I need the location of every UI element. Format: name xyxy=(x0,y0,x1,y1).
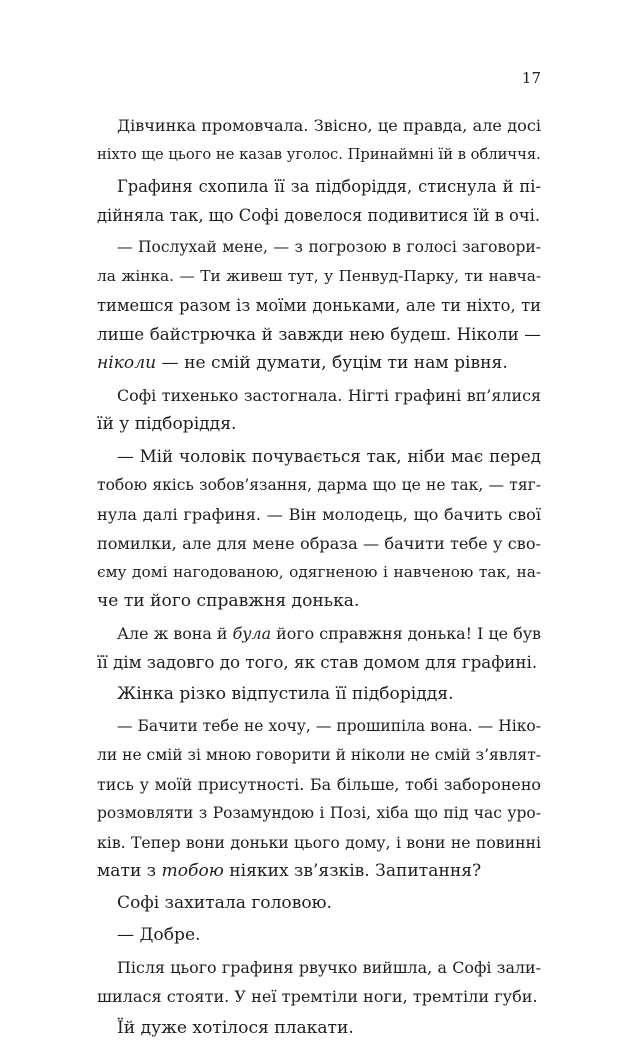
text-line xyxy=(97,172,541,201)
text-line xyxy=(97,111,541,140)
text-line xyxy=(97,140,541,169)
text-segment: єму домі нагодованою, одягненою і навченою так, на- xyxy=(97,563,541,581)
text-segment: її дім задовго до того, як став домом для графині. xyxy=(97,652,538,672)
italic-emphasis: була xyxy=(232,624,272,643)
text-segment: Графиня схопила її за підборіддя, стиснула й пі- xyxy=(117,177,541,196)
text-line xyxy=(97,619,541,648)
text-line xyxy=(97,320,541,349)
text-segment: ли не смій зі мною говорити й ніколи не смій з’являт- xyxy=(97,746,541,764)
page-number: 17 xyxy=(521,69,541,87)
text-line xyxy=(97,921,541,950)
text-segment: лише байстрючка й завжди нею будеш. Ніколи — xyxy=(97,324,541,344)
text-line xyxy=(97,857,541,886)
text-segment: ків. Тепер вони доньки цього дому, і вони не повинні xyxy=(97,833,541,852)
text-line xyxy=(97,442,541,471)
text-segment: ніяких зв’язків. Запитання? xyxy=(223,861,482,881)
text-line xyxy=(97,680,541,709)
text-line xyxy=(97,712,541,741)
text-line xyxy=(97,770,541,799)
text-segment: їй у підборіддя. xyxy=(97,414,237,434)
text-line xyxy=(97,471,541,500)
text-segment: Софі тихенько застогнала. Нігті графині вп’ялися xyxy=(117,386,541,405)
text-line xyxy=(97,558,541,587)
text-line xyxy=(97,587,541,616)
text-line xyxy=(97,799,541,828)
text-segment: че ти його справжня донька. xyxy=(97,591,360,611)
text-segment: Дівчинка промовчала. Звісно, це правда, але досі xyxy=(117,116,541,135)
text-segment: ла жінка. — Ти живеш тут, у Пенвуд-Парку, ти навча- xyxy=(97,267,541,285)
text-segment: Після цього графиня рвучко вийшла, а Софі зали- xyxy=(117,958,541,977)
text-line xyxy=(97,262,541,291)
text-line xyxy=(97,291,541,320)
text-line xyxy=(97,500,541,529)
text-segment: Жінка різко відпустила її підборіддя. xyxy=(117,684,454,704)
text-segment: Їй дуже хотілося плакати. xyxy=(117,1018,354,1038)
text-line xyxy=(97,982,541,1011)
text-line xyxy=(97,233,541,262)
text-line xyxy=(97,828,541,857)
text-line xyxy=(97,1014,541,1043)
text-line xyxy=(97,648,541,677)
text-segment: — не смій думати, буцім ти нам рівня. xyxy=(156,353,508,373)
italic-emphasis: ніколи xyxy=(97,353,157,373)
text-segment: помилки, але для мене образа — бачити тебе у сво- xyxy=(97,534,541,553)
text-segment: ніхто ще цього не казав уголос. Принаймні їй в обличчя. xyxy=(97,146,541,163)
text-segment: мати з xyxy=(97,861,162,881)
text-segment: дійняла так, що Софі довелося подивитися їй в очі. xyxy=(97,206,541,225)
text-line xyxy=(97,953,541,982)
text-segment: тобою якісь зобов’язання, дарма що це не так, — тяг- xyxy=(97,476,541,494)
text-segment: нула далі графиня. — Він молодець, що бачить свої xyxy=(97,505,541,524)
body-text xyxy=(97,111,541,1043)
text-segment: Але ж вона й xyxy=(117,624,233,643)
text-line xyxy=(97,529,541,558)
text-segment: його справжня донька! І це був xyxy=(271,624,541,643)
text-segment: тимешся разом із моїми доньками, але ти ніхто, ти xyxy=(97,296,541,315)
text-line xyxy=(97,889,541,918)
text-segment: розмовляти з Розамундою і Позі, хіба що під час уро- xyxy=(97,804,541,822)
italic-emphasis: тобою xyxy=(161,861,224,881)
text-line xyxy=(97,349,541,378)
text-line xyxy=(97,741,541,770)
text-line xyxy=(97,410,541,439)
text-line xyxy=(97,201,541,230)
text-segment: — Бачити тебе не хочу, — прошипіла вона. — Ніко- xyxy=(117,717,541,735)
text-segment: — Послухай мене, — з погрозою в голосі заговори- xyxy=(117,238,541,256)
text-segment: шилася стояти. У неї тремтіли ноги, тремтіли губи. xyxy=(97,987,538,1006)
text-line xyxy=(97,381,541,410)
text-segment: — Мій чоловік почувається так, ніби має перед xyxy=(117,446,541,466)
text-segment: — Добре. xyxy=(117,925,201,945)
text-segment: тись у моїй присутності. Ба більше, тобі заборонено xyxy=(97,775,541,794)
text-segment: Софі захитала головою. xyxy=(117,893,332,913)
